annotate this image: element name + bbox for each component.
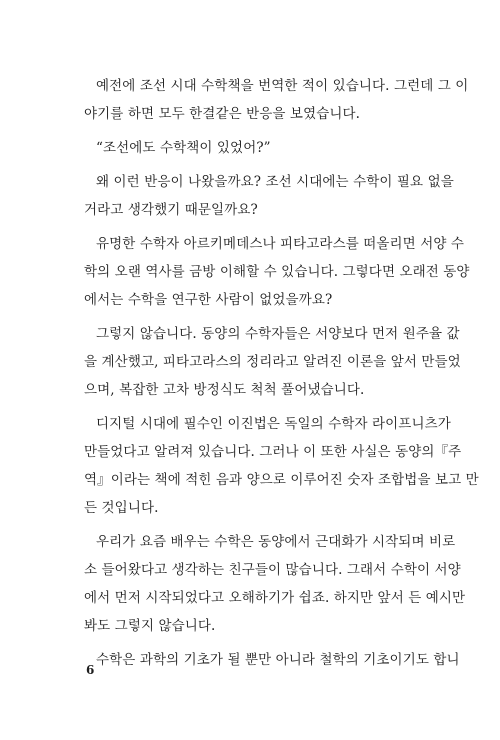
paragraph-3: [84, 168, 454, 224]
text-line: 학의 오랜 역사를 금방 이해할 수 있습니다. 그렇다면 오래전 동양: [84, 264, 470, 280]
body-text: [84, 72, 479, 680]
text-line: 으며, 복잡한 고차 방정식도 척척 풀어냈습니다.: [84, 382, 365, 398]
paragraph-4: [84, 230, 470, 314]
text-line: 거라고 생각했기 때문일까요?: [84, 202, 258, 218]
text-line: 그렇지 않습니다. 동양의 수학자들은 서양보다 먼저 원주율 값: [96, 326, 460, 342]
paragraph-2-quote: [84, 134, 416, 162]
text-line: 역』이라는 책에 적힌 음과 양으로 이루어진 숫자 조합법을 보고 만: [84, 472, 479, 488]
paragraph-7: [84, 528, 466, 640]
text-line: 봐도 그렇지 않습니다.: [84, 618, 216, 634]
text-line: 소 들어왔다고 생각하는 친구들이 많습니다. 그래서 수학이 서양: [84, 562, 461, 578]
text-line: 수학은 과학의 기초가 될 뿐만 아니라 철학의 기초이기도 합니: [96, 652, 460, 668]
text-line: 에서 먼저 시작되었다고 오해하기가 쉽죠. 하지만 앞서 든 예시만: [84, 590, 466, 606]
text-line: 유명한 수학자 아르키메데스나 피타고라스를 떠올리면 서양 수: [96, 236, 465, 252]
text-line: 야기를 하면 모두 한결같은 반응을 보였습니다.: [84, 106, 361, 122]
text-line: 디지털 시대에 필수인 이진법은 독일의 수학자 라이프니츠가: [96, 416, 451, 432]
paragraph-5: [84, 320, 461, 404]
text-line: 을 계산했고, 피타고라스의 정리라고 알려진 이론을 앞서 만들었: [84, 354, 461, 370]
paragraph-1: [84, 72, 469, 128]
text-line: 만들었다고 알려져 있습니다. 그러나 이 또한 사실은 동양의『주: [84, 444, 462, 460]
text-line: 왜 이런 반응이 나왔을까요? 조선 시대에는 수학이 필요 없을: [96, 174, 454, 190]
text-line: 예전에 조선 시대 수학책을 번역한 적이 있습니다. 그런데 그 이: [96, 78, 469, 94]
text-line: 에서는 수학을 연구한 사람이 없었을까요?: [84, 292, 333, 308]
page-number: 6: [86, 663, 95, 677]
text-line: “조선에도 수학책이 있었어?”: [96, 140, 271, 156]
paragraph-6: [84, 410, 479, 522]
text-line: 우리가 요즘 배우는 수학은 동양에서 근대화가 시작되며 비로: [96, 534, 456, 550]
text-line: 든 것입니다.: [84, 500, 159, 516]
paragraph-8: [84, 646, 460, 674]
